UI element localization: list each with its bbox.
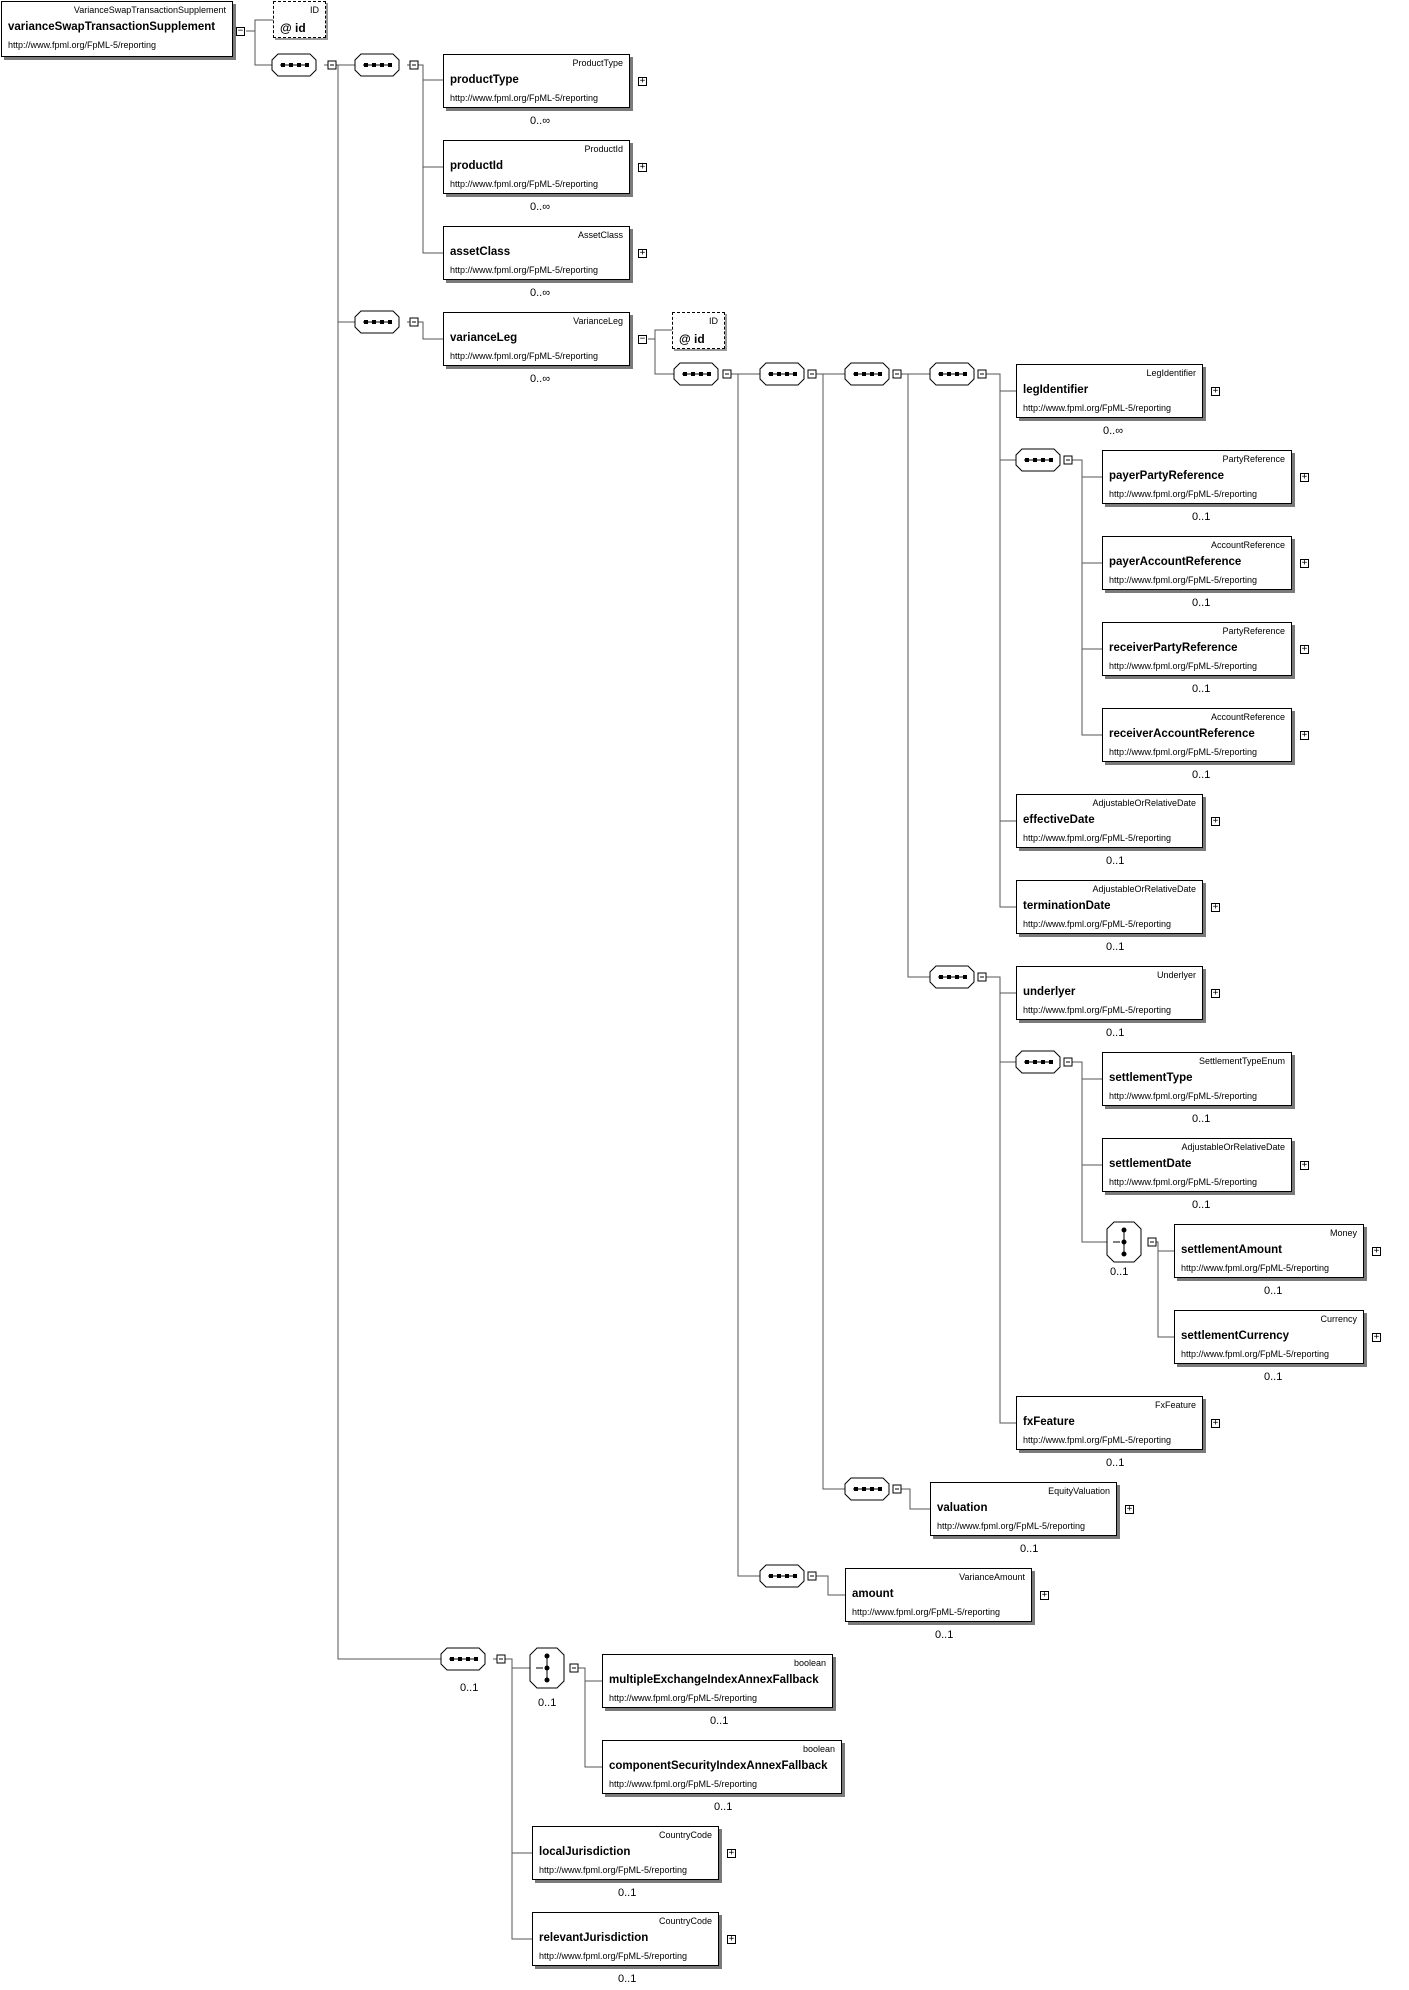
choice-icon[interactable] [530,1648,564,1688]
connector-line [1068,460,1102,477]
connector-line [648,330,672,339]
element-name: settlementType [1109,1072,1193,1084]
element-namespace: http://www.fpml.org/FpML-5/reporting [1023,403,1172,413]
expand-icon[interactable]: + [728,1848,735,1858]
cardinality-label: 0..∞ [530,373,551,385]
connector-line [1082,1079,1102,1165]
sequence-icon[interactable] [272,54,316,76]
collapse-icon[interactable] [497,1655,505,1663]
collapse-icon[interactable] [1064,456,1072,464]
attribute-type: ID [310,5,319,15]
cardinality-label: 0..1 [1106,1457,1125,1469]
cardinality-label: 0..1 [710,1715,729,1727]
connector-line [338,322,441,1659]
cardinality-label: 0..1 [1192,769,1211,781]
sequence-icon[interactable] [355,311,399,333]
collapse-icon[interactable] [808,370,816,378]
cardinality-label: 0..∞ [1103,425,1124,437]
element-namespace: http://www.fpml.org/FpML-5/reporting [450,93,599,103]
connector-line [255,31,272,65]
element-local-jurisdiction[interactable] [532,1826,719,1880]
element-name: valuation [937,1502,988,1514]
element-amount[interactable] [845,1568,1032,1622]
attribute-type: ID [709,316,718,326]
element-name: settlementAmount [1181,1244,1282,1256]
cardinality-label: 0..1 [1110,1266,1129,1278]
element-name: terminationDate [1023,900,1111,912]
expand-icon[interactable]: + [1301,1160,1308,1170]
cardinality-label: 0..1 [1192,1113,1211,1125]
element-namespace: http://www.fpml.org/FpML-5/reporting [1109,747,1258,757]
element-receiver-account-reference[interactable] [1102,708,1292,762]
sequence-icon[interactable] [355,54,399,76]
cardinality-label: 0..1 [618,1973,637,1985]
element-relevant-jurisdiction[interactable] [532,1912,719,1966]
element-namespace: http://www.fpml.org/FpML-5/reporting [1181,1349,1330,1359]
element-namespace: http://www.fpml.org/FpML-5/reporting [539,1865,688,1875]
collapse-icon[interactable] [978,973,986,981]
connector-line [246,20,273,31]
element-type: AdjustableOrRelativeDate [1092,884,1196,894]
connector-line [1082,649,1102,735]
element-name: settlementCurrency [1181,1330,1290,1342]
element-namespace: http://www.fpml.org/FpML-5/reporting [1109,575,1258,585]
connector-line [1000,460,1016,821]
attribute-name: @ id [679,332,705,346]
element-asset-class[interactable] [443,226,630,280]
collapse-icon[interactable] [410,61,418,69]
attribute-name: @ id [280,21,306,35]
collapse-icon[interactable] [570,1664,578,1672]
element-namespace: http://www.fpml.org/FpML-5/reporting [1109,661,1258,671]
element-type: SettlementTypeEnum [1198,1056,1285,1066]
element-name: amount [852,1588,894,1600]
cardinality-label: 0..1 [1192,683,1211,695]
element-settlement-currency[interactable] [1174,1310,1364,1364]
element-termination-date[interactable] [1016,880,1203,934]
expand-icon[interactable]: + [1301,730,1308,740]
expand-icon[interactable]: + [1212,386,1219,396]
sequence-icon[interactable] [845,1478,889,1500]
cardinality-label: 0..∞ [530,201,551,213]
connector-line [512,1853,532,1939]
sequence-icon[interactable] [1016,449,1060,471]
connector-line [1082,563,1102,649]
root-element[interactable] [1,1,233,57]
element-name: underlyer [1023,986,1076,998]
element-namespace: http://www.fpml.org/FpML-5/reporting [852,1607,1001,1617]
element-type: boolean [793,1658,826,1668]
element-name: settlementDate [1109,1158,1192,1170]
element-leg-identifier[interactable] [1016,364,1203,418]
connector-line [823,374,845,1489]
sequence-icon[interactable] [441,1648,485,1670]
root-name: varianceSwapTransactionSupplement [8,21,216,33]
element-name: receiverPartyReference [1109,642,1238,654]
element-type: VarianceLeg [573,316,623,326]
element-variance-leg[interactable] [443,312,630,366]
collapse-icon[interactable] [808,1572,816,1580]
element-settlement-date[interactable] [1102,1138,1292,1192]
expand-icon[interactable]: + [639,162,646,172]
element-name: assetClass [450,246,511,258]
connector-line [512,1668,532,1853]
cardinality-label: 0..1 [1264,1371,1283,1383]
element-namespace: http://www.fpml.org/FpML-5/reporting [450,179,599,189]
expand-icon[interactable]: + [1212,902,1219,912]
connector-line [1000,1062,1016,1423]
element-name: fxFeature [1023,1416,1075,1428]
collapse-icon[interactable]: − [237,26,244,36]
connector-line [1082,477,1102,563]
cardinality-label: 0..1 [1106,855,1125,867]
cardinality-label: 0..1 [460,1682,479,1694]
element-name: legIdentifier [1023,384,1089,396]
connector-line [1000,821,1016,907]
element-namespace: http://www.fpml.org/FpML-5/reporting [1023,1435,1172,1445]
collapse-icon[interactable] [893,370,901,378]
element-type: Currency [1320,1314,1357,1324]
sequence-icon[interactable] [674,363,718,385]
expand-icon[interactable]: + [1126,1504,1133,1514]
expand-icon[interactable]: + [1301,558,1308,568]
connector-line [1068,1062,1102,1079]
element-name: productType [450,74,519,86]
connector-line [897,1489,930,1509]
cardinality-label: 0..1 [1192,1199,1211,1211]
expand-icon[interactable]: + [1373,1246,1380,1256]
cardinality-label: 0..1 [935,1629,954,1641]
element-namespace: http://www.fpml.org/FpML-5/reporting [609,1693,758,1703]
expand-icon[interactable]: + [1373,1332,1380,1342]
collapse-icon[interactable] [1064,1058,1072,1066]
element-namespace: http://www.fpml.org/FpML-5/reporting [609,1779,758,1789]
element-type: AccountReference [1210,712,1285,722]
element-settlement-type[interactable] [1102,1052,1292,1106]
element-namespace: http://www.fpml.org/FpML-5/reporting [450,265,599,275]
connector-line [578,1668,602,1681]
choice-icon[interactable] [1107,1222,1141,1262]
element-namespace: http://www.fpml.org/FpML-5/reporting [1023,833,1172,843]
element-namespace: http://www.fpml.org/FpML-5/reporting [1181,1263,1330,1273]
root-id-attribute[interactable] [273,1,326,38]
element-type: FxFeature [1154,1400,1196,1410]
element-type: Money [1329,1228,1357,1238]
element-namespace: http://www.fpml.org/FpML-5/reporting [1109,1091,1258,1101]
element-type: LegIdentifier [1146,368,1196,378]
element-type: AdjustableOrRelativeDate [1092,798,1196,808]
expand-icon[interactable]: + [1212,816,1219,826]
collapse-icon[interactable] [410,318,418,326]
element-component-security-index-annex-fallback[interactable] [602,1740,842,1794]
element-name: payerPartyReference [1109,470,1225,482]
element-effective-date[interactable] [1016,794,1203,848]
element-name: localJurisdiction [539,1846,631,1858]
element-name: payerAccountReference [1109,556,1242,568]
element-namespace: http://www.fpml.org/FpML-5/reporting [937,1521,1086,1531]
expand-icon[interactable]: + [639,76,646,86]
connector-line [812,1576,845,1595]
element-type: PartyReference [1222,626,1285,636]
element-type: CountryCode [658,1830,712,1840]
collapse-icon[interactable] [978,370,986,378]
element-namespace: http://www.fpml.org/FpML-5/reporting [539,1951,688,1961]
expand-icon[interactable]: + [1212,1418,1219,1428]
element-payer-party-reference[interactable] [1102,450,1292,504]
collapse-icon[interactable] [723,370,731,378]
connector-line [1158,1251,1174,1337]
collapse-icon[interactable] [1148,1238,1156,1246]
sequence-icon[interactable] [930,363,974,385]
element-type: EquityValuation [1048,1486,1110,1496]
expand-icon[interactable]: + [728,1934,735,1944]
collapse-icon[interactable] [328,61,336,69]
cardinality-label: 0..1 [1192,511,1211,523]
element-name: productId [450,160,504,172]
leg-id-attribute[interactable] [672,312,725,349]
cardinality-label: 0..1 [618,1887,637,1899]
element-product-type[interactable] [443,54,630,108]
element-name: receiverAccountReference [1109,728,1255,740]
element-type: ProductId [584,144,623,154]
cardinality-label: 0..∞ [530,287,551,299]
element-name: effectiveDate [1023,814,1095,826]
element-namespace: http://www.fpml.org/FpML-5/reporting [1023,919,1172,929]
element-name: varianceLeg [450,332,518,344]
element-name: multipleExchangeIndexAnnexFallback [609,1674,819,1686]
cardinality-label: 0..1 [714,1801,733,1813]
element-valuation[interactable] [930,1482,1117,1536]
element-type: Underlyer [1156,970,1196,980]
connector-line [1000,993,1016,1062]
element-namespace: http://www.fpml.org/FpML-5/reporting [1109,489,1258,499]
cardinality-label: 0..1 [1264,1285,1283,1297]
cardinality-label: 0..1 [1020,1543,1039,1555]
sequence-icon[interactable] [1016,1051,1060,1073]
element-name: relevantJurisdiction [539,1932,649,1944]
element-type: AdjustableOrRelativeDate [1181,1142,1285,1152]
cardinality-label: 0..1 [1106,1027,1125,1039]
element-type: PartyReference [1222,454,1285,464]
cardinality-label: 0..∞ [530,115,551,127]
element-payer-account-reference[interactable] [1102,536,1292,590]
element-name: componentSecurityIndexAnnexFallback [609,1760,828,1772]
element-type: AccountReference [1210,540,1285,550]
connector-line [738,374,760,1576]
element-type: ProductType [572,58,623,68]
root-namespace: http://www.fpml.org/FpML-5/reporting [8,40,157,50]
cardinality-label: 0..1 [538,1697,557,1709]
element-namespace: http://www.fpml.org/FpML-5/reporting [1109,1177,1258,1187]
connector-line [908,374,930,977]
sequence-icon[interactable] [760,363,804,385]
sequence-icon[interactable] [845,363,889,385]
expand-icon[interactable]: + [1301,644,1308,654]
element-type: AssetClass [577,230,623,240]
connector-line [1000,391,1016,460]
expand-icon[interactable]: + [1212,988,1219,998]
expand-icon[interactable]: + [1041,1590,1048,1600]
connector-line [982,374,1016,391]
element-namespace: http://www.fpml.org/FpML-5/reporting [1023,1005,1172,1015]
element-type: boolean [802,1744,835,1754]
element-type: CountryCode [658,1916,712,1926]
sequence-icon[interactable] [930,966,974,988]
connector-line [423,167,443,253]
cardinality-label: 0..1 [1106,941,1125,953]
collapse-icon[interactable] [893,1485,901,1493]
connector-line [423,80,443,167]
connector-line [338,65,355,322]
sequence-icon[interactable] [760,1565,804,1587]
root-type: VarianceSwapTransactionSupplement [73,5,226,15]
element-product-id[interactable] [443,140,630,194]
collapse-icon[interactable]: − [639,334,646,344]
element-fx-feature[interactable] [1016,1396,1203,1450]
expand-icon[interactable]: + [1301,472,1308,482]
cardinality-label: 0..1 [1192,597,1211,609]
element-underlyer[interactable] [1016,966,1203,1020]
element-namespace: http://www.fpml.org/FpML-5/reporting [450,351,599,361]
element-type: VarianceAmount [959,1572,1025,1582]
element-multiple-exchange-index-annex-fallback[interactable] [602,1654,833,1708]
connector-line [982,977,1016,993]
expand-icon[interactable]: + [639,248,646,258]
element-settlement-amount[interactable] [1174,1224,1364,1278]
element-receiver-party-reference[interactable] [1102,622,1292,676]
connector-line [585,1681,602,1767]
